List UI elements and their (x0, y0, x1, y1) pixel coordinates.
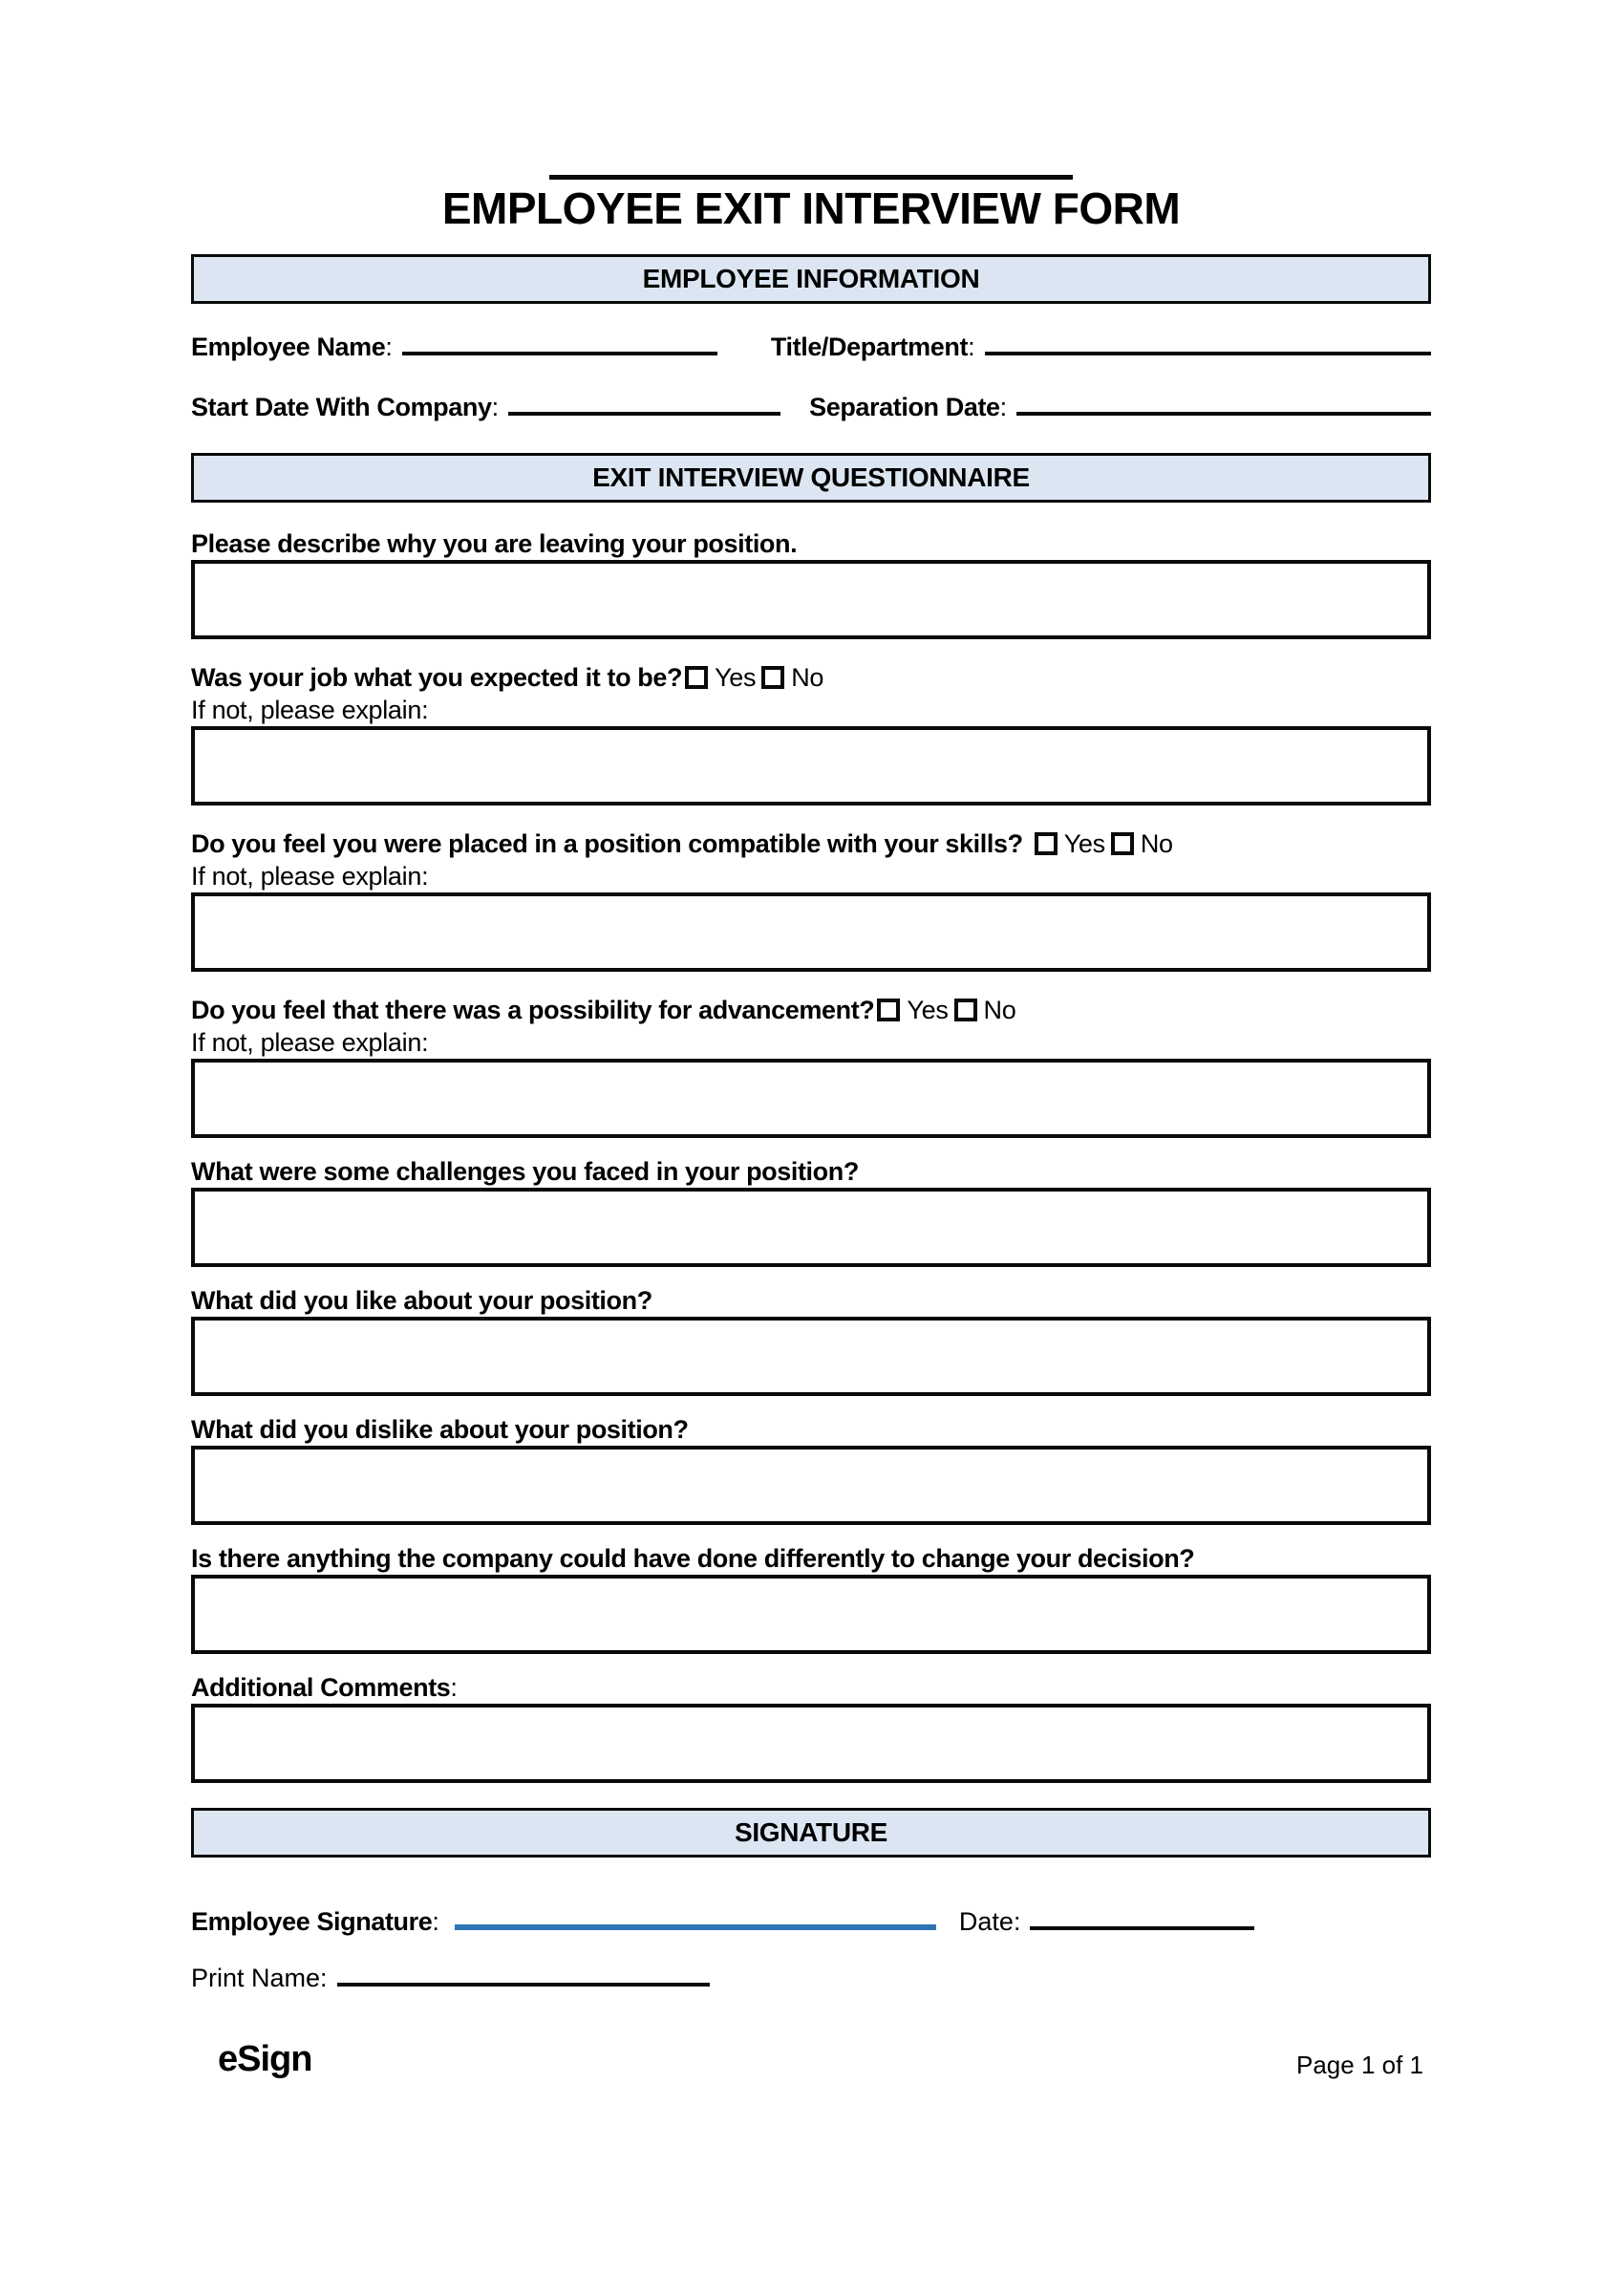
title-overline-rule (549, 175, 1073, 180)
info-row-1 (191, 323, 1431, 366)
q2-if-not-label: If not, please explain: (191, 696, 429, 724)
q3-yes-checkbox[interactable] (1035, 832, 1058, 855)
question-6-block (191, 1284, 1431, 1396)
additional-comments-response-box[interactable] (191, 1704, 1431, 1783)
question-7-block (191, 1413, 1431, 1525)
q4-yes-label: Yes (907, 996, 949, 1024)
section-header-employee-information-label: EMPLOYEE INFORMATION (642, 264, 980, 293)
additional-comments-colon: : (450, 1673, 458, 1702)
employee-signature-colon: : (432, 1907, 439, 1936)
section-header-signature (191, 1808, 1431, 1858)
question-1-block (191, 527, 1431, 639)
q4-no-label: No (983, 996, 1016, 1024)
question-5-block (191, 1155, 1431, 1267)
question-2-label: Was your job what you expected it to be? (191, 663, 683, 692)
q4-response-box[interactable] (191, 1059, 1431, 1138)
date-colon: : (1013, 1907, 1021, 1936)
section-header-signature-label: SIGNATURE (734, 1817, 888, 1847)
q2-no-label: No (791, 663, 824, 692)
page-title: EMPLOYEE EXIT INTERVIEW FORM (441, 183, 1181, 233)
q5-response-box[interactable] (191, 1188, 1431, 1267)
question-3-label: Do you feel you were placed in a position compatible with your skills? (191, 829, 1023, 858)
question-1-text (191, 527, 1431, 560)
question-7-text (191, 1413, 1431, 1446)
question-4-label: Do you feel that there was a possibility for advancement? (191, 996, 875, 1024)
q2-yes-checkbox[interactable] (685, 666, 708, 689)
date-input-line[interactable] (1030, 1898, 1254, 1930)
question-2-block (191, 661, 1431, 806)
q4-yes-checkbox[interactable] (877, 999, 900, 1021)
page-footer (191, 2039, 1431, 2080)
signature-row (191, 1896, 1431, 1941)
esign-logo: eSign (218, 2039, 312, 2079)
question-5-label: What were some challenges you faced in your position? (191, 1157, 859, 1186)
info-row-2 (191, 383, 1431, 426)
date-label: Date (958, 1907, 1014, 1936)
q3-no-label: No (1140, 829, 1173, 858)
question-2-text (191, 661, 1431, 694)
print-name-colon: : (320, 1964, 328, 1992)
employee-signature-field[interactable] (455, 1896, 936, 1930)
document-page (191, 175, 1431, 2080)
question-8-label: Is there anything the company could have done differently to change your decision? (191, 1544, 1195, 1573)
q4-if-not-label: If not, please explain: (191, 1028, 429, 1057)
start-date-colon: : (491, 393, 500, 421)
page-indicator: Page 1 of 1 (1296, 2051, 1423, 2079)
q2-response-box[interactable] (191, 726, 1431, 806)
question-3-text (191, 827, 1431, 860)
q4-no-checkbox[interactable] (954, 999, 977, 1021)
additional-comments-text (191, 1671, 1431, 1704)
q3-no-checkbox[interactable] (1111, 832, 1134, 855)
q2-no-checkbox[interactable] (761, 666, 784, 689)
q3-yes-label: Yes (1063, 829, 1105, 858)
employee-information-fields (191, 323, 1431, 426)
title-department-input-line[interactable] (985, 323, 1431, 355)
section-header-employee-information (191, 254, 1431, 304)
q8-response-box[interactable] (191, 1575, 1431, 1654)
question-4-text (191, 994, 1431, 1026)
question-5-text (191, 1155, 1431, 1188)
q2-yes-label: Yes (715, 663, 757, 692)
q3-if-not-label: If not, please explain: (191, 862, 429, 891)
question-6-label: What did you like about your position? (191, 1286, 652, 1315)
employee-signature-label: Employee Signature (191, 1907, 433, 1936)
separation-date-label: Separation Date (809, 393, 1000, 421)
question-4-block (191, 994, 1431, 1138)
section-header-questionnaire-label: EXIT INTERVIEW QUESTIONNAIRE (592, 462, 1030, 492)
employee-name-label: Employee Name (191, 333, 386, 361)
employee-name-colon: : (385, 333, 393, 361)
question-7-label: What did you dislike about your position? (191, 1415, 689, 1444)
question-8-text (191, 1542, 1431, 1575)
start-date-label: Start Date With Company (191, 393, 492, 421)
section-header-exit-interview-questionnaire (191, 453, 1431, 503)
question-1-label: Please describe why you are leaving your position. (191, 529, 798, 558)
q1-response-box[interactable] (191, 560, 1431, 639)
print-name-row (191, 1954, 1431, 1997)
q7-response-box[interactable] (191, 1446, 1431, 1525)
employee-name-input-line[interactable] (402, 323, 717, 355)
start-date-input-line[interactable] (508, 383, 780, 416)
print-name-label: Print Name (191, 1964, 321, 1992)
title-department-colon: : (968, 333, 975, 361)
separation-date-input-line[interactable] (1016, 383, 1431, 416)
print-name-input-line[interactable] (337, 1954, 710, 1987)
title-department-label: Title/Department (770, 333, 969, 361)
additional-comments-block (191, 1671, 1431, 1783)
question-6-text (191, 1284, 1431, 1317)
question-8-block (191, 1542, 1431, 1654)
question-3-block (191, 827, 1431, 972)
separation-date-colon: : (999, 393, 1008, 421)
q3-response-box[interactable] (191, 892, 1431, 972)
additional-comments-label: Additional Comments (191, 1673, 451, 1702)
q6-response-box[interactable] (191, 1317, 1431, 1396)
